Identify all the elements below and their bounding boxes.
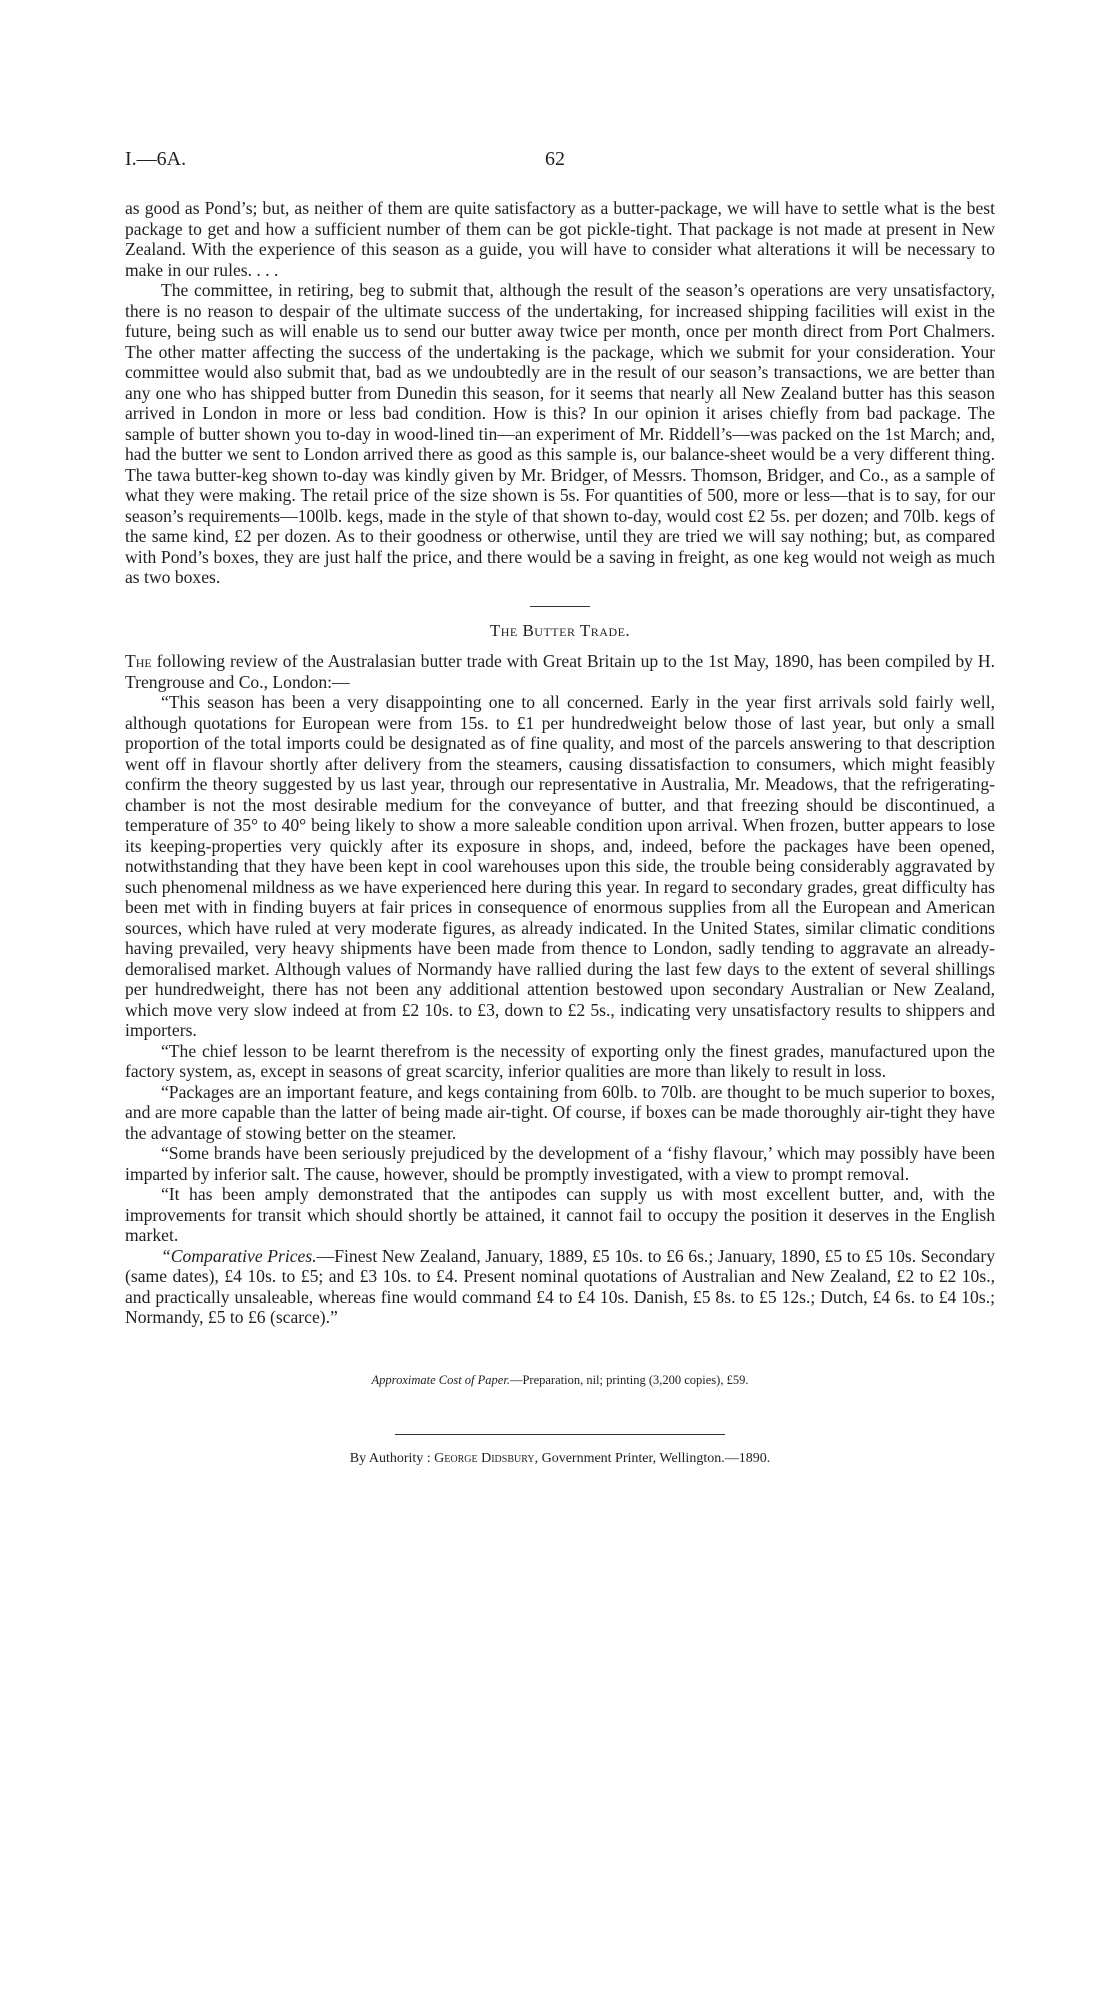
imprint-suffix: , Government Printer, Wellington.—1890.	[534, 1451, 771, 1466]
paragraph-9-text: —Finest New Zealand, January, 1889, £5 10s. to £6 6s.; January, 1890, £5 to £5 10s. Secondary (same dates), £4 10s. to £5; and £3 10s. to £4. Present nominal quotations of Australian and New Zealand, £2 to £2 10s., and practically unsaleable, whereas fine would command £4 to £4 10s. Danish, £5 8s. to £5 12s.; Dutch, £4 6s. to £4 10s.; Normandy, £5 to £6 (scarce).”	[125, 1245, 996, 1327]
paragraph-9	[125, 1246, 995, 1328]
paragraph-9-lead: “Comparative Prices.	[161, 1245, 317, 1266]
cost-text: —Preparation, nil; printing (3,200 copies), £59.	[509, 1372, 749, 1387]
page-header	[125, 148, 995, 178]
paragraph-1: as good as Pond’s; but, as neither of them are quite satisfactory as a butter-package, we will have to settle what is the best package to get and how a sufficient number of them can be got pickle-tight. That package is not made at present in New Zealand. With the experience of this season as a guide, you will have to consider what alterations it will be necessary to make in our rules. . . .	[125, 198, 995, 280]
paragraph-2: The committee, in retiring, beg to submit that, although the result of the season’s operations are very unsatisfactory, there is no reason to despair of the ultimate success of the undertaking, for increased shipping facilities will exist in the future, being such as will enable us to send our butter away twice per month, once per month direct from Port Chalmers. The other matter affecting the success of the undertaking is the package, which we submit for your consideration. Your committee would also submit that, bad as we undoubtedly are in the result of our season’s transactions, we are better than any one who has shipped butter from Dunedin this season, for it seems that nearly all New Zealand butter has this season arrived in London in more or less bad condition. How is this? In our opinion it arises chiefly from bad package. The sample of butter shown you to-day in wood-lined tin—an experiment of Mr. Riddell’s—was packed on the 1st March; and, had the butter we sent to London arrived there as good as this sample is, our balance-sheet would be a very different thing. The tawa butter-keg shown to-day was kindly given by Mr. Bridger, of Messrs. Thomson, Bridger, and Co., as a sample of what they were making. The retail price of the size shown is 5s. For quantities of 500, more or less—that is to say, for our season’s requirements—100lb. kegs, made in the style of that shown to-day, would cost £2 5s. per dozen; and 70lb. kegs of the same kind, £2 per dozen. As to their goodness or otherwise, until they are tried we will say nothing; but, as compared with Pond’s boxes, they are just half the price, and there would be a saving in freight, as one keg would not weigh as much as two boxes.	[125, 280, 995, 587]
paragraph-7: “Some brands have been seriously prejudiced by the development of a ‘fishy flavour,’ which may possibly have been imparted by inferior salt. The cause, however, should be promptly investigated, with a view to prompt removal.	[125, 1143, 995, 1184]
section-title: The Butter Trade.	[489, 620, 631, 640]
section-divider	[530, 606, 590, 607]
imprint-name: George Didsbury	[434, 1451, 535, 1466]
paragraph-5: “The chief lesson to be learnt therefrom is the necessity of exporting only the finest grades, manufactured upon the factory system, as, except in seasons of great scarcity, inferior qualities are more than likely to result in loss.	[125, 1040, 995, 1081]
document-body	[125, 198, 995, 1470]
page-number: 62	[545, 148, 565, 170]
paragraph-3-text: following review of the Australasian butter trade with Great Britain up to the 1st May, 1890, has been compiled by H. Trengrouse and Co., London:—	[125, 651, 995, 692]
footer-divider	[395, 1434, 725, 1435]
paragraph-6: “Packages are an important feature, and kegs containing from 60lb. to 70lb. are thought to be much superior to boxes, and are more capable than the latter of being made air-tight. Of course, if boxes can be made thoroughly air-tight they have the advantage of stowing better on the steamer.	[125, 1081, 995, 1143]
paragraph-8: “It has been amply demonstrated that the antipodes can supply us with most excellent butter, and, with the improvements for transit which should shortly be attained, it cannot fail to occupy the position it deserves in the English market.	[125, 1184, 995, 1245]
cost-label: Approximate Cost of Paper.	[371, 1372, 510, 1387]
paragraph-3	[125, 651, 995, 692]
cost-note	[125, 1370, 995, 1391]
imprint-prefix: By Authority :	[349, 1451, 431, 1466]
document-reference: I.—6A.	[125, 148, 187, 170]
paragraph-3-lead: The	[125, 651, 152, 671]
printer-imprint	[125, 1449, 995, 1470]
paragraph-4: “This season has been a very disappointing one to all concerned. Early in the year first arrivals sold fairly well, although quotations for European were from 15s. to £1 per hundredweight below those of last year, but only a small proportion of the total imports could be designated as of fine quality, and most of the parcels answering to that description went off in flavour shortly after delivery from the steamers, causing dissatisfaction to consumers, which might feasibly confirm the theory suggested by us last year, through our representative in Australia, Mr. Meadows, that the refrigerating-chamber is not the most desirable medium for the conveyance of butter, and that freezing should be discontinued, a temperature of 35° to 40° being likely to show a more saleable condition upon arrival. When frozen, butter appears to lose its keeping-properties very quickly after its exposure in shops, and, indeed, before the packages have been opened, notwithstanding that they have been kept in cool warehouses upon this side, the trouble being considerably aggravated by such phenomenal mildness as we have experienced here during this year. In regard to secondary grades, great difficulty has been met with in finding buyers at fair prices in consequence of enormous supplies from all the European and American sources, which have ruled at very moderate figures, as already indicated. In the United States, similar climatic conditions having prevailed, very heavy shipments have been made from thence to London, sadly tending to aggravate an already-demoralised market. Although values of Normandy have rallied during the last few days to the extent of several shillings per hundredweight, there has not been any additional attention bestowed upon secondary Australian or New Zealand, which move very slow indeed at from £2 10s. to £3, down to £2 5s., indicating very unsatisfactory results to shippers and importers.	[125, 692, 995, 1040]
